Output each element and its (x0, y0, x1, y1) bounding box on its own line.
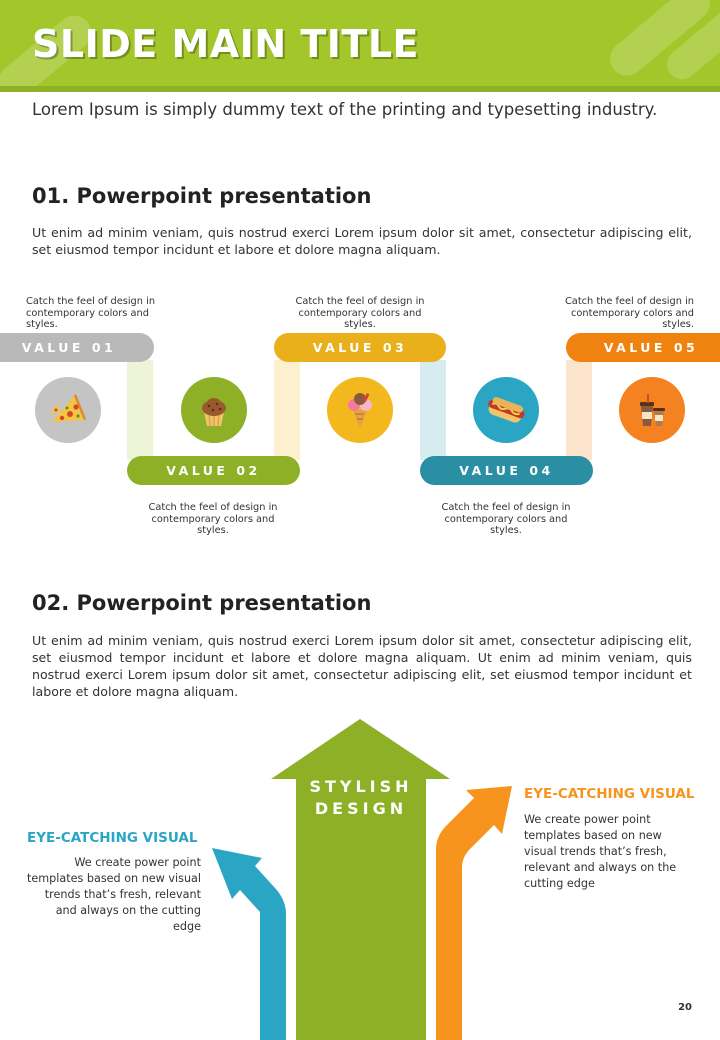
timeline-connector (566, 360, 592, 460)
page-subtitle: Lorem Ipsum is simply dummy text of the printing and typesetting industry. (32, 100, 658, 119)
timeline-circle-03 (327, 377, 393, 443)
timeline-caption-01: Catch the feel of design in contemporary colors and styles. (26, 296, 156, 330)
timeline-value-04 (420, 456, 593, 485)
timeline-caption-03: Catch the feel of design in contemporary colors and styles. (295, 296, 425, 330)
page-number: 20 (678, 1002, 692, 1013)
center-arrow-line-1: STYLISH (309, 777, 413, 796)
ice-cream-icon (340, 390, 380, 430)
timeline-value-label: VALUE 05 (603, 340, 699, 355)
timeline-value-label: VALUE 03 (312, 340, 408, 355)
left-arrow (212, 848, 286, 1040)
timeline-circle-05 (619, 377, 685, 443)
section-1-text: Ut enim ad minim veniam, quis nostrud exerci Lorem ipsum dolor sit amet, consectetur adipiscing elit, set eiusmod tempor incidunt et labore et dolore magna aliquam. (32, 225, 692, 257)
left-feature-title: EYE-CATCHING VISUAL (27, 830, 198, 846)
section-1-title: 01. Powerpoint presentation (32, 184, 372, 208)
right-feature-title: EYE-CATCHING VISUAL (524, 786, 695, 802)
timeline-connector (420, 360, 446, 460)
timeline-value-02 (127, 456, 300, 485)
timeline-value-05 (566, 333, 720, 362)
timeline-connector (274, 360, 300, 460)
timeline-connector (127, 360, 153, 460)
timeline-value-03 (274, 333, 446, 362)
stylish-design-label (296, 776, 426, 820)
section-2-text: Ut enim ad minim veniam, quis nostrud exerci Lorem ipsum dolor sit amet, consectetur adipiscing elit, set eiusmod tempor incidunt et labore et dolore magna aliquam. Ut enim ad minim veniam, quis nostrud exerci Lorem ipsum dolor sit amet, consectetur adipiscing elit, set eiusmod tempor incidunt et labore et dolore magna aliquam. (32, 633, 692, 699)
section-2-title: 02. Powerpoint presentation (32, 591, 372, 615)
muffin-icon (194, 390, 234, 430)
header-banner (0, 0, 720, 92)
page-title: SLIDE MAIN TITLE (32, 22, 419, 66)
timeline-circle-01 (35, 377, 101, 443)
timeline-circle-04 (473, 377, 539, 443)
pizza-icon (48, 390, 88, 430)
right-arrow (436, 786, 512, 1040)
coffee-cups-icon (632, 390, 672, 430)
hot-dog-icon (486, 390, 526, 430)
timeline-value-label: VALUE 01 (21, 340, 117, 355)
timeline-value-label: VALUE 04 (459, 463, 554, 478)
left-feature-text: We create power point templates based on new visual trends that’s fresh, relevant and always on the cutting edge (27, 856, 201, 933)
timeline-caption-02: Catch the feel of design in contemporary colors and styles. (148, 502, 278, 536)
timeline-caption-05: Catch the feel of design in contemporary colors and styles. (564, 296, 694, 330)
right-feature-text: We create power point templates based on new visual trends that’s fresh, relevant and always on the cutting edge (524, 813, 677, 890)
timeline-circle-02 (181, 377, 247, 443)
center-arrow (271, 719, 450, 1040)
timeline-caption-04: Catch the feel of design in contemporary colors and styles. (441, 502, 571, 536)
timeline-value-01 (0, 333, 154, 362)
timeline-value-label: VALUE 02 (166, 463, 261, 478)
header-stripe (0, 86, 720, 92)
center-arrow-line-2: DESIGN (314, 799, 408, 818)
